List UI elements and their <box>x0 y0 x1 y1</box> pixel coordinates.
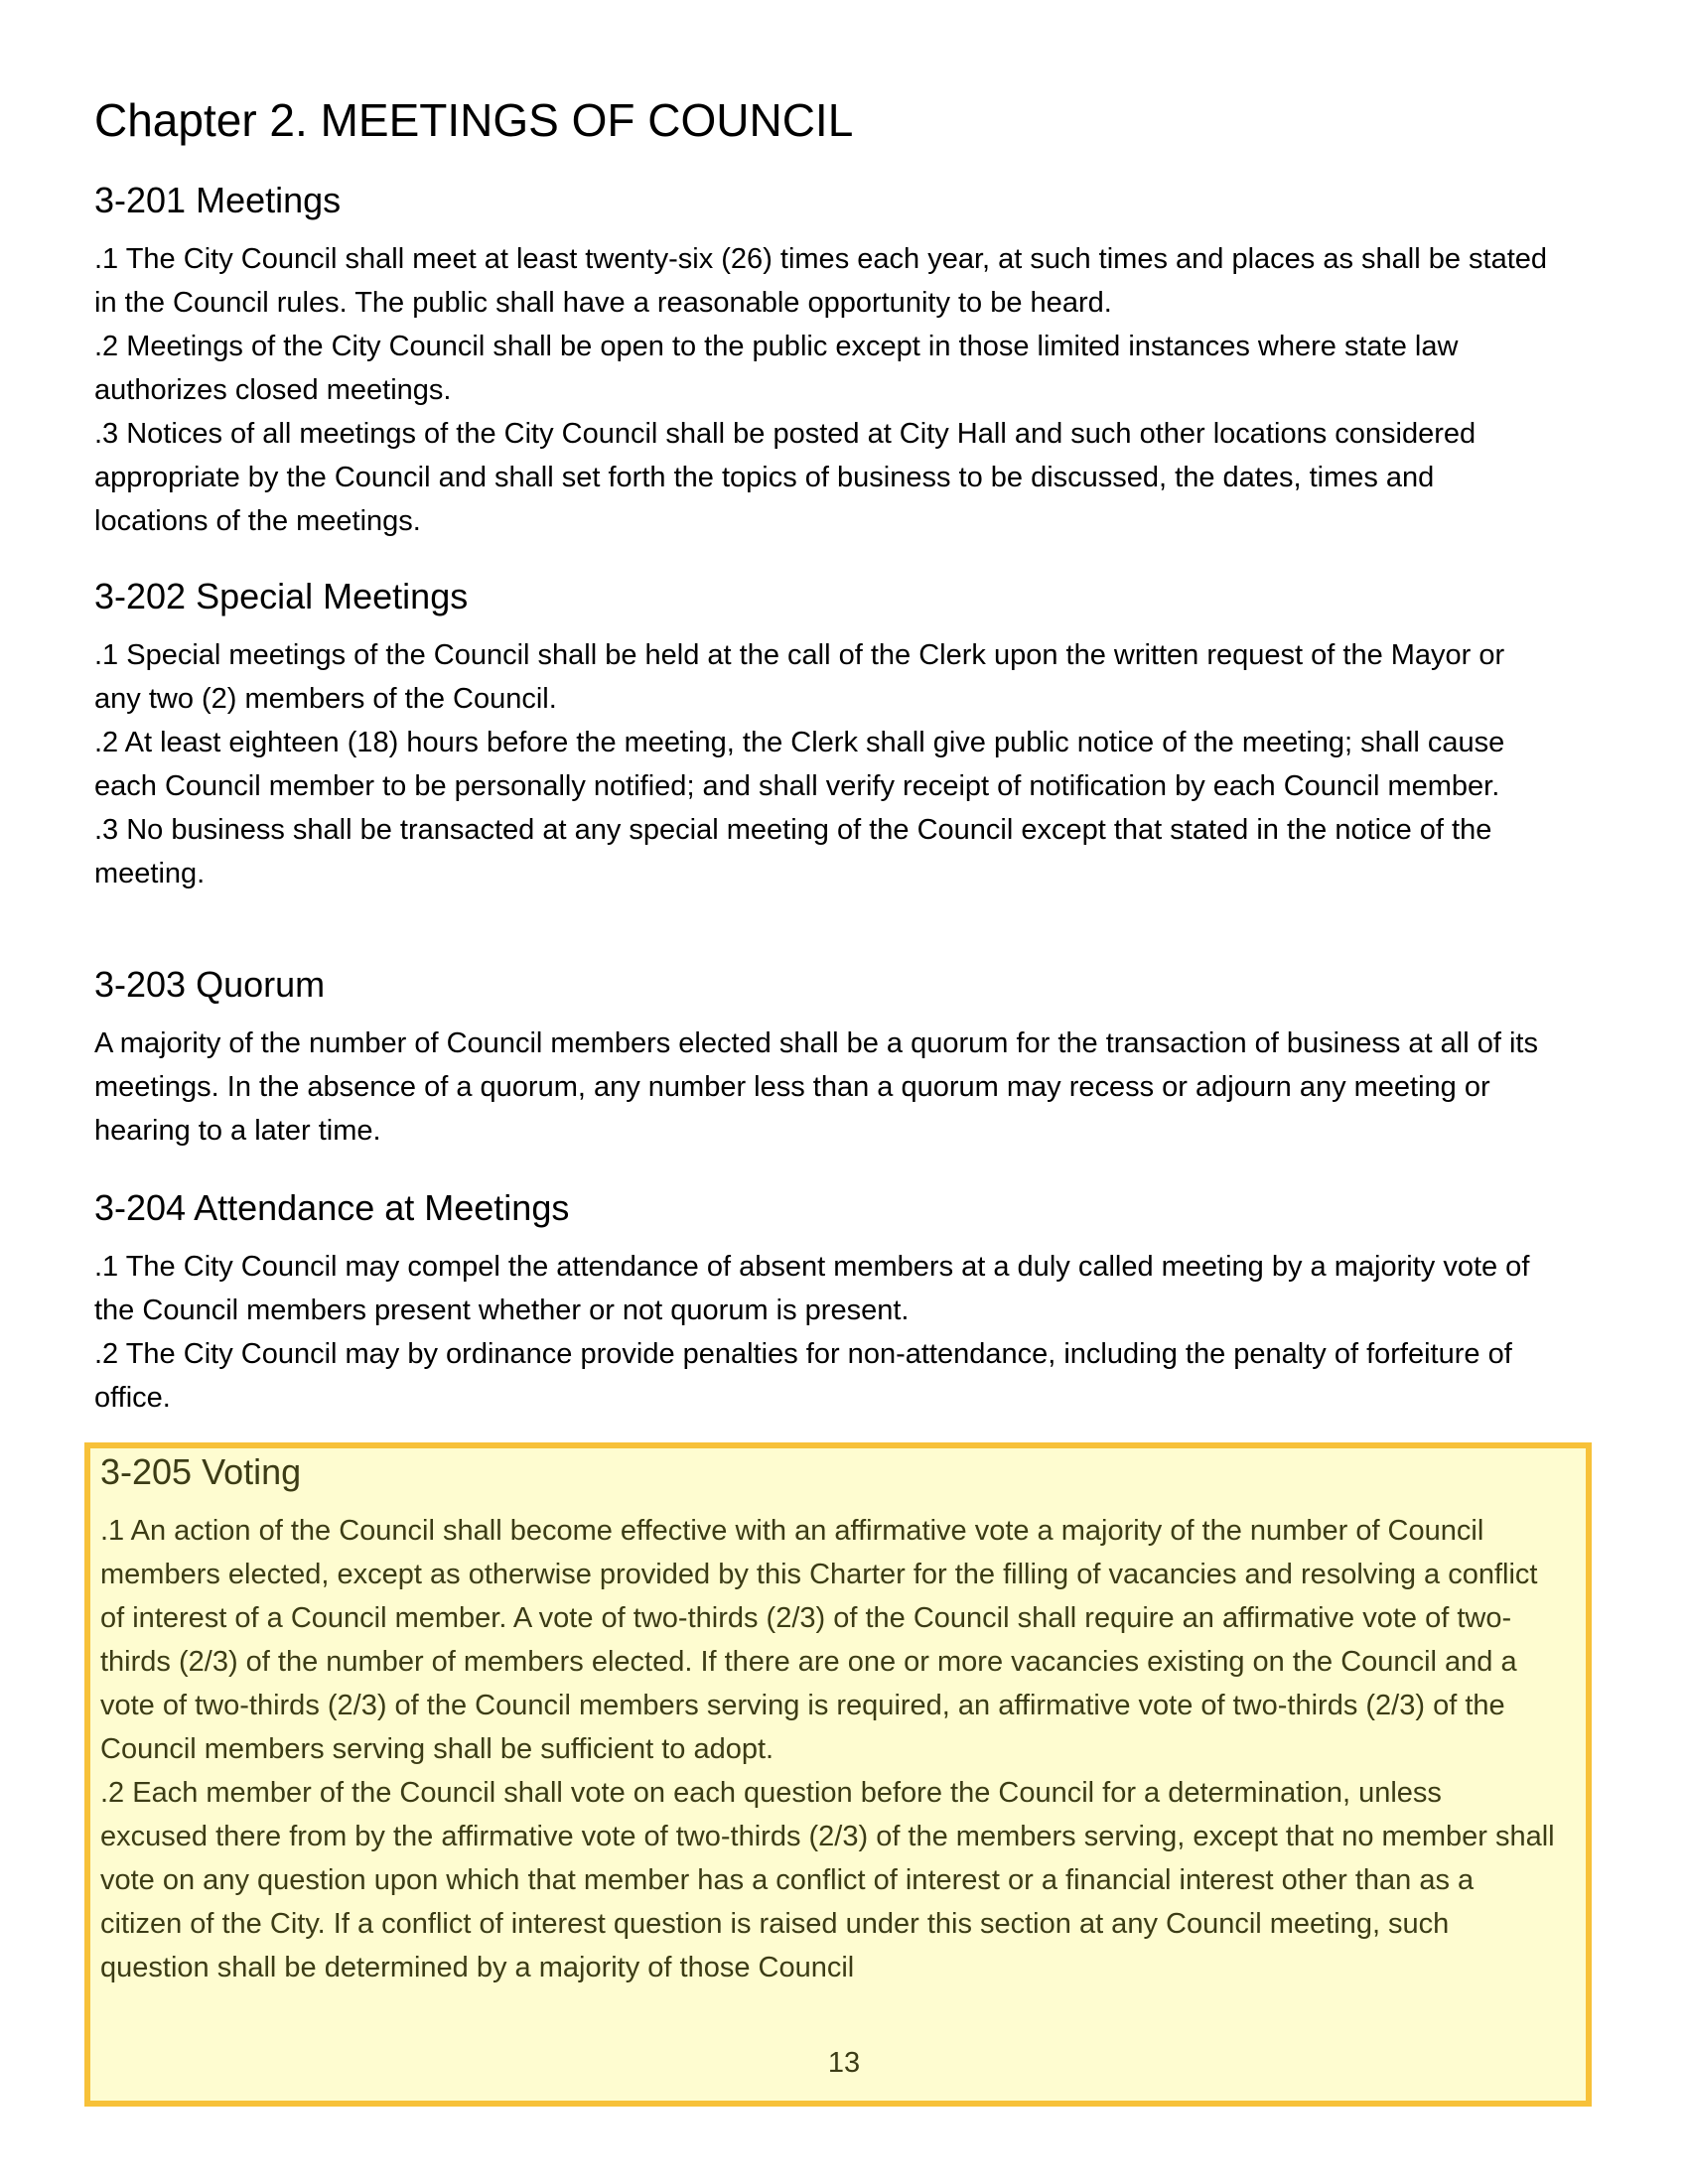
section-heading: 3-204 Attendance at Meetings <box>94 1187 570 1228</box>
paragraph: .1 The City Council may compel the attendance of absent members at a duly called meeting by a majority vote of the Council members present whether or not quorum is present. <box>94 1251 1530 1326</box>
section-3-202-special-meetings <box>94 575 1554 895</box>
paragraph: .2 The City Council may by ordinance provide penalties for non-attendance, including the penalty of forfeiture of office. <box>94 1338 1512 1414</box>
paragraph: A majority of the number of Council members elected shall be a quorum for the transaction of business at all of its meetings. In the absence of a quorum, any number less than a quorum may recess or adjourn any meeting or hearing to a later time. <box>94 1027 1538 1147</box>
chapter-title: Chapter 2. MEETINGS OF COUNCIL <box>94 94 854 146</box>
paragraph: .2 Meetings of the City Council shall be open to the public except in those limited instances where state law authorizes closed meetings. <box>94 331 1459 406</box>
section-3-201-meetings <box>94 179 1554 543</box>
section-heading: 3-205 Voting <box>100 1451 302 1492</box>
section-3-204-attendance <box>94 1186 1554 1420</box>
section-3-205-voting-highlight-box <box>84 1442 1592 2107</box>
page-number: 13 <box>827 2047 861 2079</box>
section-heading: 3-202 Special Meetings <box>94 576 469 616</box>
paragraph: .3 Notices of all meetings of the City Council shall be posted at City Hall and such other locations considered appropriate by the Council and shall set forth the topics of business to be discussed, the dates, times and locations of the meetings. <box>94 418 1477 537</box>
section-3-203-quorum <box>94 963 1554 1153</box>
paragraph: .2 Each member of the Council shall vote on each question before the Council for a determination, unless excused there from by the affirmative vote of two-thirds (2/3) of the members serving, except that no member shall vote on any question upon which that member has a conflict of interest or a financial interest other than as a citizen of the City. If a conflict of interest question is raised under this section at any Council meeting, such question shall be determined by a majority of those Council <box>100 1777 1555 1983</box>
paragraph: .2 At least eighteen (18) hours before the meeting, the Clerk shall give public notice of the meeting; shall cause each Council member to be personally notified; and shall verify receipt of notification by each Council member. <box>94 727 1505 802</box>
paragraph: .3 No business shall be transacted at any special meeting of the Council except that stated in the notice of the meeting. <box>94 814 1492 889</box>
paragraph: .1 The City Council shall meet at least twenty-six (26) times each year, at such times and places as shall be stated in the Council rules. The public shall have a reasonable opportunity to be heard. <box>94 243 1548 319</box>
section-heading: 3-203 Quorum <box>94 964 326 1005</box>
paragraph: .1 Special meetings of the Council shall be held at the call of the Clerk upon the written request of the Mayor or any two (2) members of the Council. <box>94 639 1505 715</box>
paragraph: .1 An action of the Council shall become effective with an affirmative vote a majority of the number of Council members elected, except as otherwise provided by this Charter for the filling of vacancies and resolving a conflict of interest of a Council member. A vote of two-thirds (2/3) of the Council shall require an affirmative vote of two-thirds (2/3) of the number of members elected. If there are one or more vacancies existing on the Council and a vote of two-thirds (2/3) of the Council members serving is required, an affirmative vote of two-thirds (2/3) of the Council members serving shall be sufficient to adopt. <box>100 1515 1538 1765</box>
section-heading: 3-201 Meetings <box>94 180 342 220</box>
